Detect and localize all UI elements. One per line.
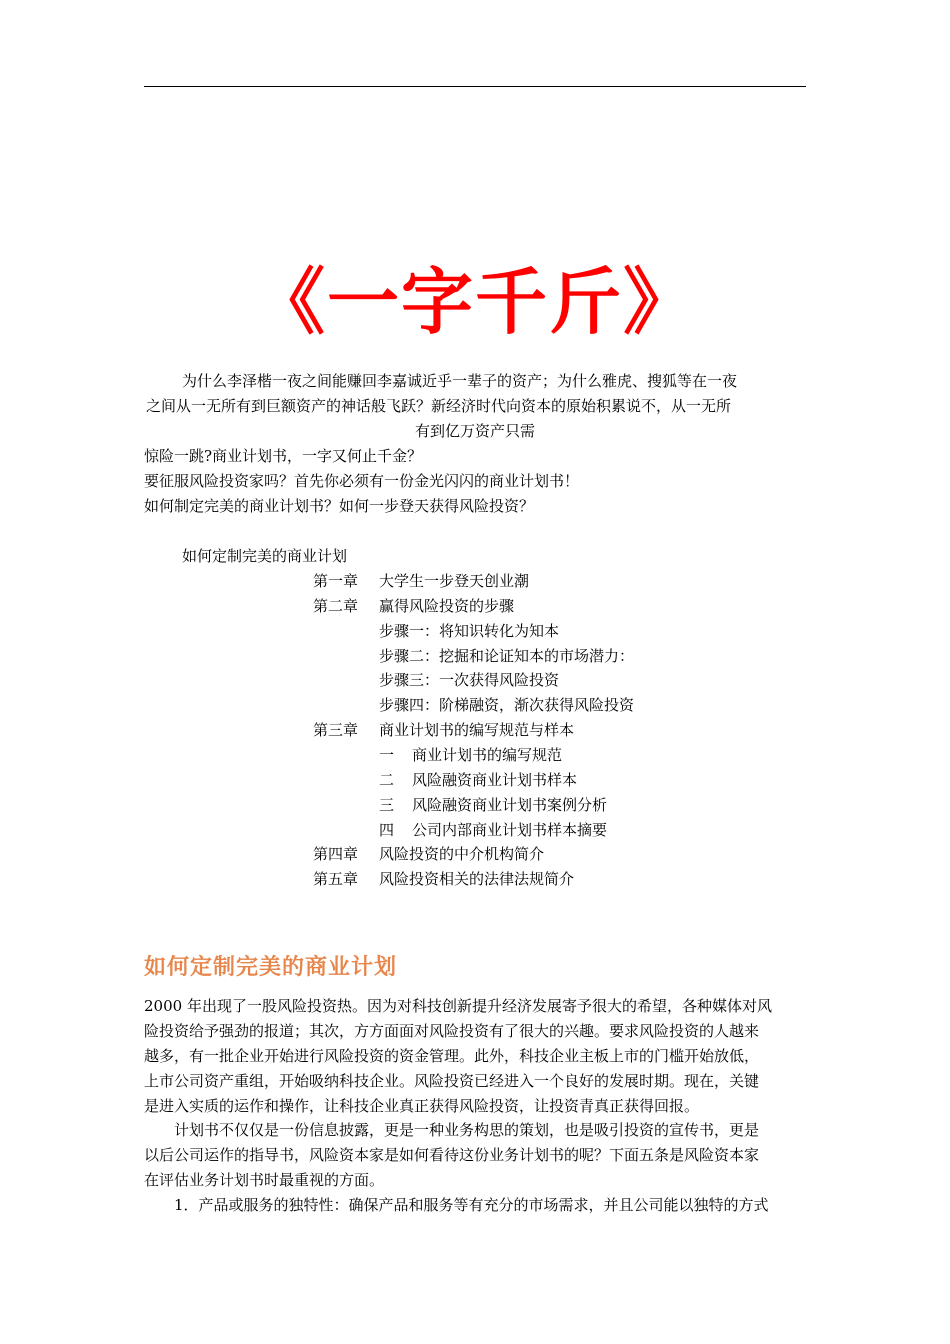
toc-section-number: 三 xyxy=(379,795,395,814)
toc-item xyxy=(379,693,634,718)
toc-item-text: 步骤三：一次获得风险投资 xyxy=(379,671,560,690)
header-rule xyxy=(144,86,806,87)
paragraph-line: 是进入实质的运作和操作，让科技企业真正获得风险投资，让投资青真正获得回报。 xyxy=(144,1096,700,1115)
toc-item-text: 步骤二：挖掘和论证知本的市场潜力： xyxy=(379,646,635,665)
section-item-1: 1．产品或服务的独特性：确保产品和服务等有充分的市场需求，并且公司能以独特的方式 xyxy=(174,1196,769,1214)
toc-section-number: 一 xyxy=(379,745,395,764)
toc-item-text: 风险融资商业计划书案例分析 xyxy=(412,795,608,814)
toc-item xyxy=(313,569,529,594)
toc-item xyxy=(379,743,562,768)
toc-item-text: 商业计划书的编写规范 xyxy=(412,745,563,764)
toc-chapter-number: 第三章 xyxy=(313,721,359,740)
toc-item-text: 风险投资相关的法律法规简介 xyxy=(379,870,575,889)
intro-line-5: 要征服风险投资家吗？首先你必须有一份金光闪闪的商业计划书！ xyxy=(144,472,580,490)
toc-item xyxy=(313,594,514,619)
toc-item-text: 风险投资的中介机构简介 xyxy=(379,845,545,864)
toc-item xyxy=(379,793,607,818)
toc-heading: 如何定制完美的商业计划 xyxy=(182,547,348,565)
toc-chapter-number: 第二章 xyxy=(313,596,359,615)
toc-item xyxy=(313,867,574,892)
paragraph-line: 以后公司运作的指导书，风险资本家是如何看待这份业务计划书的呢？下面五条是风险资本家 xyxy=(144,1145,760,1164)
paragraph-line: 2000 年出现了一股风险投资热。因为对科技创新提升经济发展寄予很大的希望，各种媒体对风 xyxy=(144,997,772,1015)
paragraph-line: 越多，有一批企业开始进行风险投资的资金管理。此外，科技企业主板上市的门槛开始放低， xyxy=(144,1046,760,1065)
toc-item-text: 大学生一步登天创业潮 xyxy=(379,572,530,590)
intro-line-3: 有到亿万资产只需 xyxy=(414,422,535,440)
intro-line-4: 惊险一跳?商业计划书，一字又何止千金？ xyxy=(144,447,423,465)
toc-item-text: 步骤四：阶梯融资，渐次获得风险投资 xyxy=(379,696,635,715)
intro-line-6: 如何制定完美的商业计划书？如何一步登天获得风险投资？ xyxy=(144,497,535,515)
toc-chapter-number: 第五章 xyxy=(313,870,359,889)
intro-line-2: 之间从一无所有到巨额资产的神话般飞跃？新经济时代向资本的原始积累说不，从一无所 xyxy=(146,397,732,415)
toc-chapter-number: 第四章 xyxy=(313,845,359,864)
toc-item xyxy=(379,668,559,693)
document-title: 《一字千斤》 xyxy=(252,259,697,344)
toc-item-text: 赢得风险投资的步骤 xyxy=(379,596,515,615)
toc-item xyxy=(379,644,634,669)
toc-item-text: 公司内部商业计划书样本摘要 xyxy=(412,820,608,839)
toc-chapter-number: 第一章 xyxy=(313,572,359,590)
paragraph-line: 上市公司资产重组，开始吸纳科技企业。风险投资已经进入一个良好的发展时期。现在，关键 xyxy=(144,1071,760,1090)
paragraph-line: 计划书不仅仅是一份信息披露，更是一种业务构思的策划，也是吸引投资的宣传书，更是 xyxy=(174,1121,760,1139)
toc-item-text: 商业计划书的编写规范与样本 xyxy=(379,721,575,740)
toc-item xyxy=(313,718,574,743)
section-heading: 如何定制完美的商业计划 xyxy=(144,954,398,980)
intro-line-1: 为什么李泽楷一夜之间能赚回李嘉诚近乎一辈子的资产；为什么雅虎、搜狐等在一夜 xyxy=(182,372,738,390)
paragraph-line: 在评估业务计划书时最重视的方面。 xyxy=(144,1170,385,1189)
toc-item-text: 风险融资商业计划书样本 xyxy=(412,770,578,789)
toc-item xyxy=(313,842,544,867)
paragraph-line: 险投资给予强劲的报道；其次，方方面面对风险投资有了很大的兴趣。要求风险投资的人越来 xyxy=(144,1021,760,1040)
toc-item-text: 步骤一：将知识转化为知本 xyxy=(379,621,560,640)
toc-section-number: 二 xyxy=(379,770,395,789)
toc-item xyxy=(379,768,577,793)
toc-section-number: 四 xyxy=(379,820,395,839)
toc-item xyxy=(379,619,559,644)
toc-item xyxy=(379,818,607,843)
